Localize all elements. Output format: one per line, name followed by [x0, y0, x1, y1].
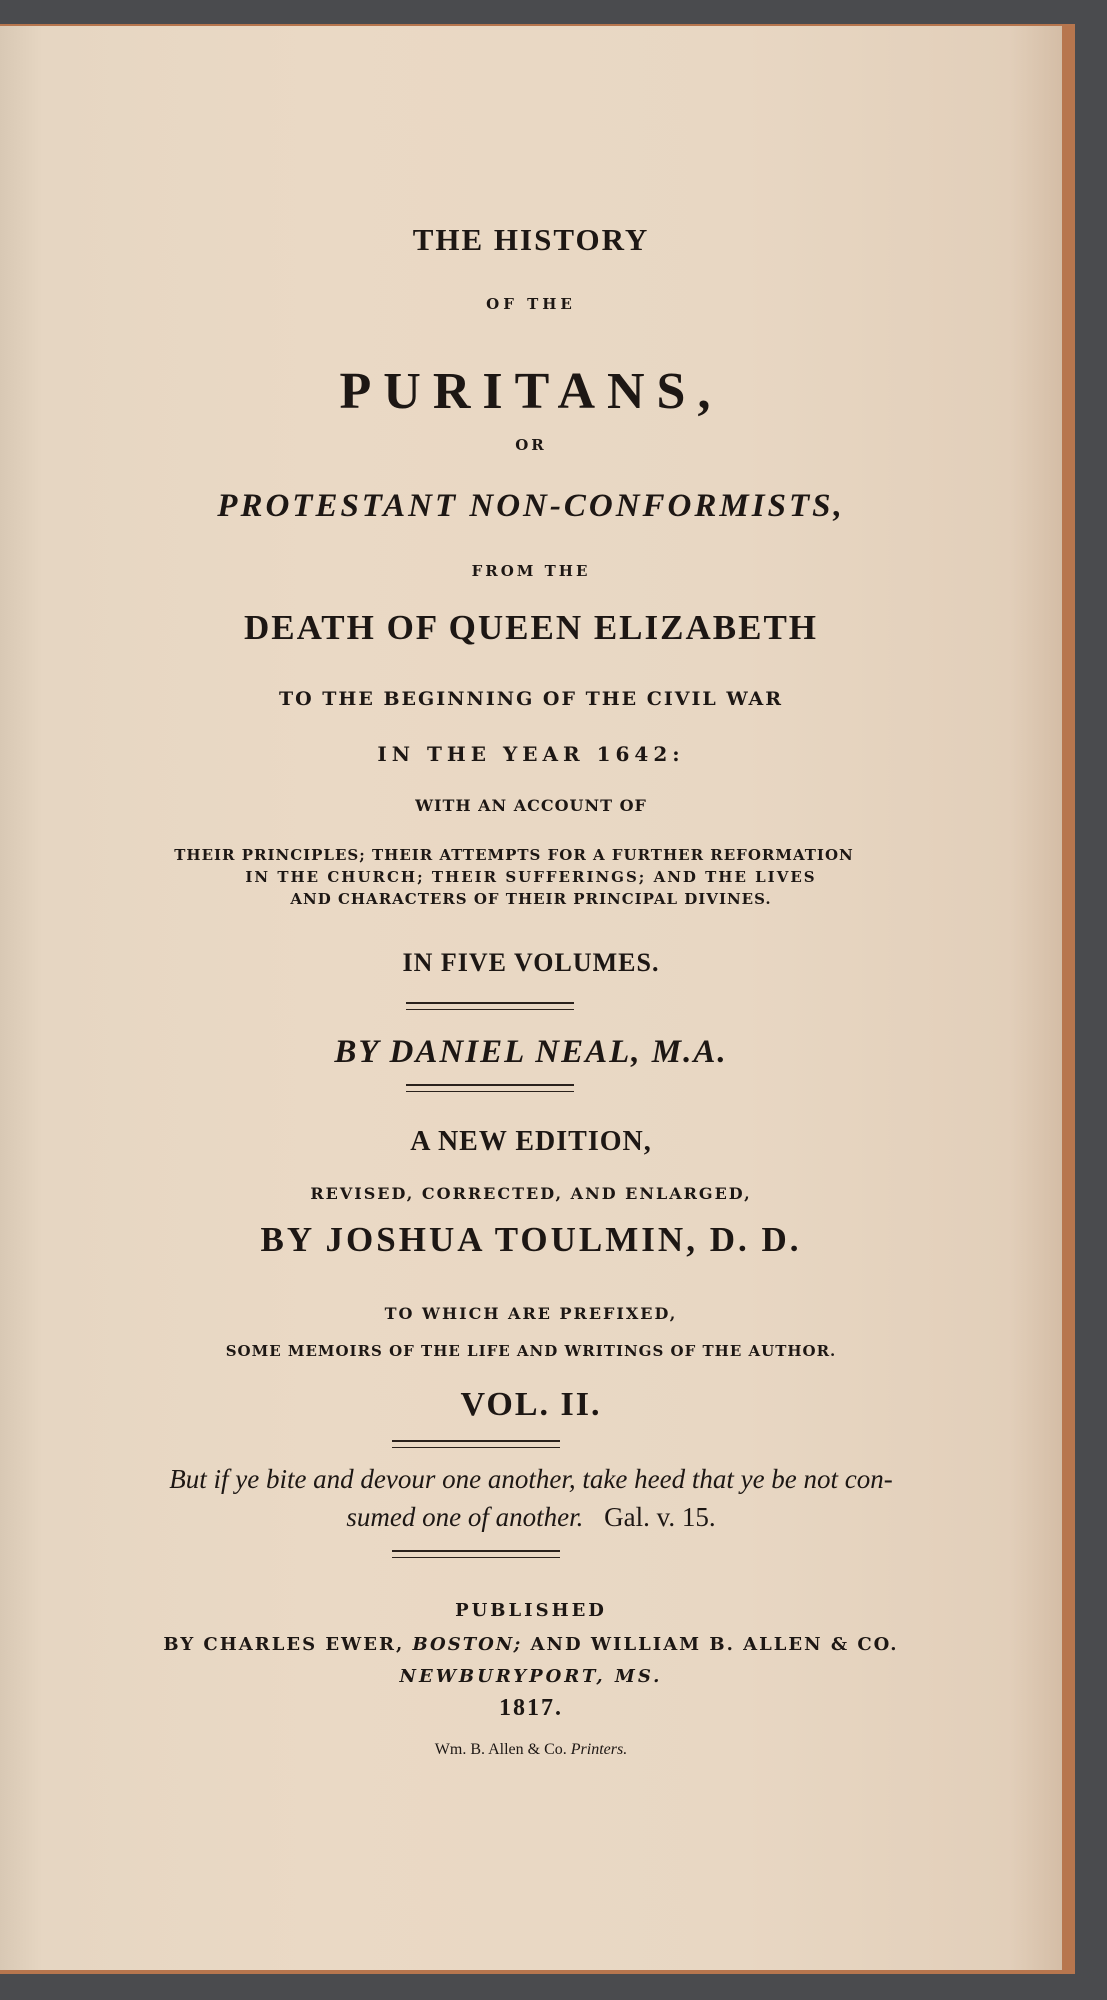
prefixed-line: TO WHICH ARE PREFIXED, — [384, 1304, 678, 1323]
publisher-william-allen: AND WILLIAM B. ALLEN & CO. — [530, 1634, 899, 1655]
title-line-protestant: PROTESTANT NON-CONFORMISTS, — [217, 488, 845, 524]
double-rule — [392, 1440, 560, 1448]
double-rule — [392, 1550, 560, 1558]
printer-name: Wm. B. Allen & Co. — [434, 1741, 567, 1758]
title-line-volumes: IN FIVE VOLUMES. — [402, 948, 660, 977]
publisher-charles-ewer: BY CHARLES EWER, — [163, 1634, 405, 1655]
epigraph-line-2 — [0, 1504, 1062, 1531]
author-line: BY DANIEL NEAL, M.A. — [334, 1034, 728, 1070]
published-line: PUBLISHED — [455, 1600, 607, 1621]
title-line-death: DEATH OF QUEEN ELIZABETH — [243, 608, 819, 647]
printer-line — [0, 1742, 1062, 1758]
memoirs-line: SOME MEMOIRS OF THE LIFE AND WRITINGS OF THE AUTHOR. — [225, 1342, 837, 1360]
revised-line: REVISED, CORRECTED, AND ENLARGED, — [310, 1184, 752, 1203]
printer-label: Printers. — [570, 1741, 628, 1758]
title-line-puritans: PURITANS, — [339, 363, 723, 420]
title-line-account: WITH AN ACCOUNT OF — [415, 796, 647, 815]
title-line-principles: THEIR PRINCIPLES; THEIR ATTEMPTS FOR A FURTHER REFORMATION — [174, 846, 854, 864]
volume-line: VOL. II. — [460, 1386, 602, 1423]
title-line-of-the: OF THE — [486, 295, 576, 313]
double-rule — [406, 1002, 574, 1010]
double-rule — [406, 1084, 574, 1092]
title-line-or: OR — [515, 436, 547, 454]
title-page — [0, 26, 1062, 1970]
epigraph-text: sumed one of another. — [346, 1502, 584, 1532]
title-line-church: IN THE CHURCH; THEIR SUFFERINGS; AND THE LIVES — [245, 868, 817, 886]
place-line: NEWBURYPORT, MS. — [399, 1666, 663, 1687]
edition-line: A NEW EDITION, — [410, 1126, 652, 1157]
title-line-history: THE HISTORY — [412, 222, 650, 257]
epigraph-line-1: But if ye bite and devour one another, take heed that ye be not con- — [169, 1464, 893, 1494]
epigraph-reference: Gal. v. 15. — [604, 1502, 716, 1532]
publisher-line — [0, 1636, 1062, 1654]
publisher-boston: BOSTON; — [412, 1634, 523, 1655]
year-line: 1817. — [499, 1695, 563, 1721]
title-line-from-the: FROM THE — [471, 562, 591, 580]
title-line-characters: AND CHARACTERS OF THEIR PRINCIPAL DIVINES. — [290, 890, 772, 908]
editor-line: BY JOSHUA TOULMIN, D. D. — [260, 1220, 802, 1259]
title-line-beginning: TO THE BEGINNING OF THE CIVIL WAR — [278, 688, 784, 710]
title-line-year: IN THE YEAR 1642: — [377, 742, 685, 766]
